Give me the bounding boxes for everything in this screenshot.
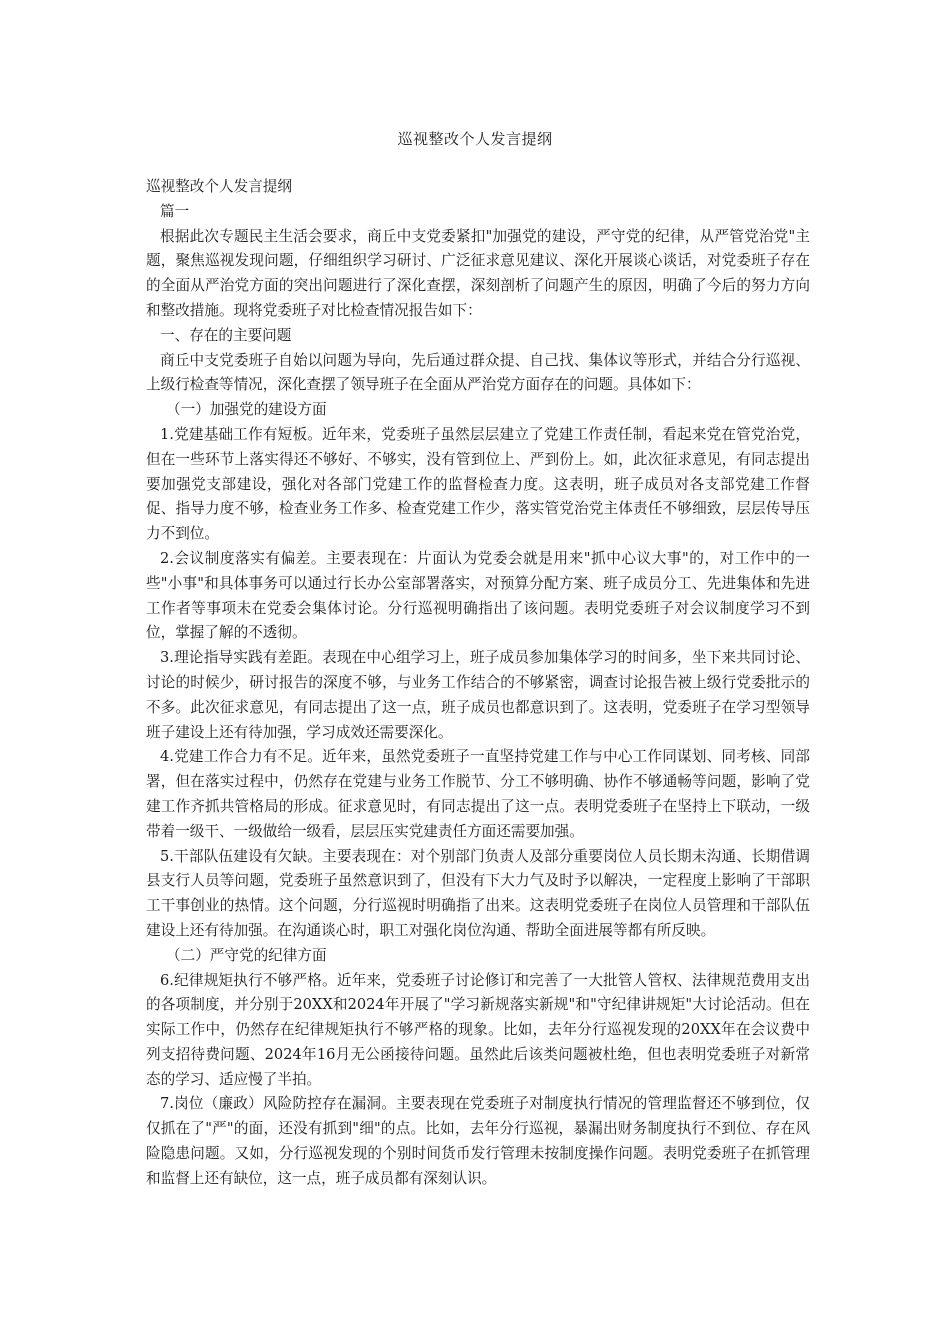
part-label: 篇一 (160, 202, 190, 220)
document-body (146, 175, 810, 1192)
item-paragraph-6: 6.纪律规矩执行不够严格。近年来，党委班子讨论修订和完善了一大批管人管权、法律规范费用支出的各项制度，并分别于20XX和2024年开展了"学习新规落实新规"和"守纪律讲规矩"大讨论活动。但在实际工作中，仍然存在纪律规矩执行不够严格的现象。比如，去年分行巡视发现的20XX年在会议费中列支招待费问题、2024年16月无公函接待问题。虽然此后该类问题被杜绝，但也表明党委班子对新常态的学习、适应慢了半拍。 (146, 971, 810, 1088)
document-title: 巡视整改个人发言提纲 (397, 130, 553, 148)
item-paragraph-2: 2.会议制度落实有偏差。主要表现在：片面认为党委会就是用来"抓中心议大事"的，对工作中的一些"小事"和具体事务可以通过行长办公室部署落实，对预算分配方案、班子成员分工、先进集体和先进工作者等事项未在党委会集体讨论。分行巡视明确指出了该问题。表明党委班子对会议制度学习不到位，掌握了解的不透彻。 (146, 549, 810, 642)
intro-paragraph: 根据此次专题民主生活会要求，商丘中支党委紧扣"加强党的建设，严守党的纪律，从严管党治党"主题，聚焦巡视发现问题，仔细组织学习研讨、广泛征求意见建议、深化开展谈心谈话，对党委班子存在的全面从严治党方面的突出问题进行了深化查摆，深刻剖析了问题产生的原因，明确了今后的努力方向和整改措施。现将党委班子对比检查情况报告如下： (146, 227, 810, 319)
section-1-paragraph: 商丘中支党委班子自始以问题为导向，先后通过群众提、自己找、集体议等形式，并结合分行巡视、上级行检查等情况，深化查摆了领导班子在全面从严治党方面存在的问题。具体如下： (146, 351, 810, 394)
item-paragraph-5: 5.干部队伍建设有欠缺。主要表现在：对个别部门负责人及部分重要岗位人员长期未沟通、长期借调县支行人员等问题，党委班子虽然意识到了，但没有下大力气及时予以解决，一定程度上影响了干部职工干事创业的热情。这个问题，分行巡视时明确指了出来。这表明党委班子在岗位人员管理和干部队伍建设上还有待加强。在沟通谈心时，职工对强化岗位沟通、帮助全面进展等都有所反映。 (146, 847, 810, 939)
subsection-heading-1: （一）加强党的建设方面 (166, 401, 327, 419)
item-paragraph-4: 4.党建工作合力有不足。近年来，虽然党委班子一直坚持党建工作与中心工作同谋划、同考核、同部署，但在落实过程中，仍然存在党建与业务工作脱节、分工不够明确、协作不够通畅等问题，影响了党建工作齐抓共管格局的形成。征求意见时，有同志提出了这一点。表明党委班子在坚持上下联动，一级带着一级干、一级做给一级看，层层压实党建责任方面还需要加强。 (146, 748, 810, 840)
subsection-heading-2: （二）严守党的纪律方面 (166, 946, 327, 964)
item-paragraph-3: 3.理论指导实践有差距。表现在中心组学习上，班子成员参加集体学习的时间多，坐下来共同讨论、讨论的时候少，研讨报告的深度不够，与业务工作结合的不够紧密，调查讨论报告被上级行党委批示的不多。此次征求意见，有同志提出了这一点，班子成员也都意识到了。这表明，党委班子在学习型领导班子建设上还有待加强，学习成效还需要深化。 (146, 649, 810, 741)
item-paragraph-7: 7.岗位（廉政）风险防控存在漏洞。主要表现在党委班子对制度执行情况的管理监督还不够到位，仅仅抓在了"严"的面，还没有抓到"细"的点。比如，去年分行巡视，暴漏出财务制度执行不到位、存在风险隐患问题。又如，分行巡视发现的个别时间货币发行管理未按制度操作问题。表明党委班子在抓管理和监督上还有缺位，这一点，班子成员都有深刻认识。 (146, 1095, 810, 1187)
item-paragraph-1: 1.党建基础工作有短板。近年来，党委班子虽然层层建立了党建工作责任制，看起来党在管党治党，但在一些环节上落实得还不够好、不够实，没有管到位上、严到份上。如，此次征求意见，有同志提出要加强党支部建设，强化对各部门党建工作的监督检查力度。这表明，班子成员对各支部党建工作督促、指导力度不够，检查业务工作多、检查党建工作少，落实管党治党主体责任不够细致，层层传导压力不到位。 (146, 425, 810, 543)
section-heading-1: 一、存在的主要问题 (160, 326, 292, 344)
document-heading: 巡视整改个人发言提纲 (146, 178, 292, 195)
